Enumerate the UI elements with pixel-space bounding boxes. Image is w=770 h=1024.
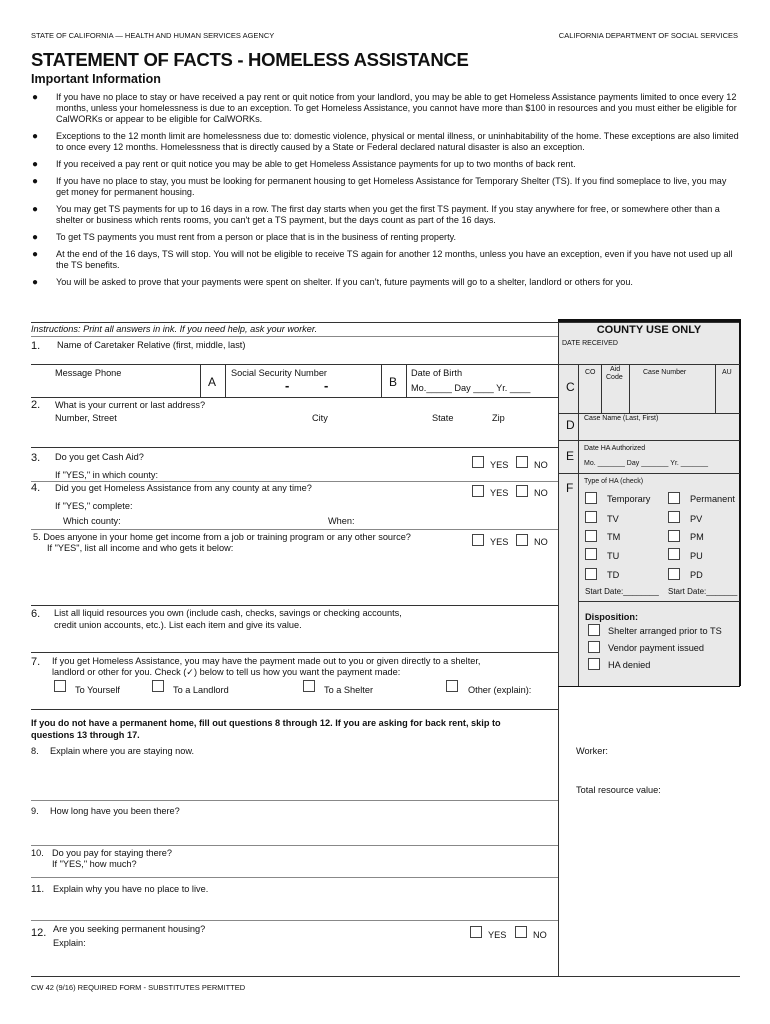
td-label: TD [607,570,620,580]
q6-label: List all liquid resources you own (include cash, checks, savings or checking accounts, [54,608,402,618]
q5-yes-checkbox[interactable] [472,534,484,546]
rule [406,364,407,397]
address-field[interactable] [55,425,550,445]
q7-label: If you get Homeless Assistance, you may have the payment made out to you or given directly to a shelter, [52,656,481,666]
worker-label: Worker: [576,746,608,756]
perm-start-date-field[interactable]: Start Date:_______ [668,587,738,596]
temp-start-date-field[interactable]: Start Date:________ [585,587,659,596]
ssn-field[interactable] [231,380,376,394]
caretaker-name-field[interactable] [57,352,552,364]
rule [200,364,201,397]
message-phone-label: Message Phone [55,368,122,378]
rule [381,364,382,397]
q7-label: landlord or other for you. Check (✓) below to tell us how you want the payment made: [52,667,401,677]
bullet-icon: ● [32,232,39,243]
au-label: AU [722,369,732,376]
permanent-housing-explain-field[interactable] [95,940,550,970]
bullet-icon: ● [32,277,39,288]
county-right-rule [739,319,741,686]
rule [578,601,740,602]
message-phone-field[interactable] [55,380,198,394]
pay-other-label: Other (explain): [468,685,532,695]
info-bullet: ● If you received a pay rent or quit notice you may be able to get Homeless Assistance payments for up to two months of back rent. [32,159,576,170]
yes-label: YES [490,460,509,470]
resources-field[interactable] [54,633,550,649]
box-letter-c: C [566,380,575,394]
form-footer: CW 42 (9/16) REQUIRED FORM - SUBSTITUTES PERMITTED [31,983,246,992]
yes-label: YES [490,537,509,547]
date-ha-fields[interactable]: Mo. _______ Day _______ Yr. _______ [584,460,709,467]
when-label[interactable]: When: [328,516,355,526]
permanent-checkbox[interactable] [668,492,680,504]
info-bullet: ● You may get TS payments for up to 16 days in a row. The first day starts when you get the first TS payment. If you stay anywhere for free, or somewhere other than a shelter or business which rents rooms, you can't get a TS payment, but the days count as part of the 16 days. [32,204,720,225]
rule [225,364,226,397]
q3-no-checkbox[interactable] [516,456,528,468]
q1-number: 1. [31,340,41,352]
which-county-label[interactable]: Which county: [63,516,121,526]
pv-label: PV [690,514,703,524]
form-column-divider [558,322,559,976]
q3-label: Do you get Cash Aid? [55,452,144,462]
ha-denied-checkbox[interactable] [588,658,600,670]
pu-label: PU [690,551,703,561]
permanent-label: Permanent [690,494,735,504]
disposition-label: Disposition: [585,612,639,622]
q12-no-checkbox[interactable] [515,926,527,938]
q10-sub-label: If "YES," how much? [52,859,137,869]
pay-to-yourself-checkbox[interactable] [54,680,66,692]
q5-label: 5. Does anyone in your home get income from a job or training program or any other source? [33,532,411,542]
rule [715,364,716,413]
bullet-icon: ● [32,249,39,260]
state-label: State [432,413,454,423]
dob-label: Date of Birth [411,368,463,378]
pv-checkbox[interactable] [668,511,680,523]
tu-label: TU [607,551,620,561]
rule [31,481,558,482]
no-label: NO [534,537,548,547]
q4-yes-checkbox[interactable] [472,485,484,497]
box-letter-e: E [566,449,575,463]
case-name-label: Case Name (Last, First) [584,415,659,422]
zip-label: Zip [492,413,505,423]
pay-other-checkbox[interactable] [446,680,458,692]
rule [31,800,558,801]
info-bullet: ● You will be asked to prove that your payments were spent on shelter. If you can’t, future payments will go to a shelter, landlord or others for you. [32,277,633,288]
important-info-list [31,92,740,294]
q4-label: Did you get Homeless Assistance from any county at any time? [55,483,312,493]
aid-code-label: Code [606,374,623,381]
no-label: NO [533,930,547,940]
q1-label: Name of Caretaker Relative (first, middle, last) [57,340,246,350]
q5-sub-label: If "YES", list all income and who gets it below: [47,543,234,553]
section-note: If you do not have a permanent home, fill out questions 8 through 12. If you are asking for back rent, skip to [31,718,501,728]
total-resource-label: Total resource value: [576,785,661,795]
q12-number: 12. [31,927,47,939]
rule [31,709,558,710]
vendor-payment-checkbox[interactable] [588,641,600,653]
bullet-icon: ● [32,159,39,170]
q2-label: What is your current or last address? [55,400,206,410]
q10-number: 10. [31,848,44,858]
street-label: Number, Street [55,413,117,423]
pm-checkbox[interactable] [668,530,680,542]
aid-code-label: Aid [610,366,621,373]
shelter-arranged-checkbox[interactable] [588,624,600,636]
q6-number: 6. [31,608,41,620]
box-letter-b: B [389,375,398,389]
ha-denied-label: HA denied [608,660,651,670]
rule [31,529,558,530]
info-bullet: ● To get TS payments you must rent from a person or place that is in the business of renting property. [32,232,456,243]
section-note: questions 13 through 17. [31,730,140,740]
no-label: NO [534,488,548,498]
q3-sub-label: If "YES," in which county: [55,470,159,480]
ssn-dash: - [324,378,329,393]
box-letter-a: A [208,375,217,389]
how-long-field[interactable] [50,818,550,842]
q12-label: Are you seeking permanent housing? [53,924,206,934]
rule [31,845,558,846]
pay-to-yourself-label: To Yourself [75,685,120,695]
yes-label: YES [488,930,507,940]
pay-to-shelter-checkbox[interactable] [303,680,315,692]
staying-now-field[interactable] [50,759,550,797]
tv-checkbox[interactable] [585,511,597,523]
q10-label: Do you pay for staying there? [52,848,173,858]
pu-checkbox[interactable] [668,548,680,560]
department-header: CALIFORNIA DEPARTMENT OF SOCIAL SERVICES [558,31,738,40]
city-label: City [312,413,328,423]
bullet-icon: ● [32,204,39,215]
date-received-label: DATE RECEIVED [562,340,618,347]
form-bottom-rule [31,976,740,977]
q5-no-checkbox[interactable] [516,534,528,546]
q3-number: 3. [31,452,41,464]
form-title: STATEMENT OF FACTS - HOMELESS ASSISTANCE [31,49,469,70]
rule [31,652,558,653]
rule [31,447,558,448]
case-number-label: Case Number [643,369,687,376]
form-top-rule [31,322,740,323]
q9-number: 9. [31,806,39,816]
county-use-title: COUNTY USE ONLY [596,324,702,336]
bullet-icon: ● [32,176,39,187]
county-top-rule [558,319,740,322]
no-place-reason-field[interactable] [53,896,550,918]
rule [629,364,630,413]
pd-label: PD [690,570,703,580]
bullet-icon: ● [32,92,39,103]
q12-yes-checkbox[interactable] [470,926,482,938]
q7-number: 7. [31,656,41,668]
tm-label: TM [607,532,621,542]
q6-label: credit union accounts, etc.). List each item and give its value. [54,620,302,630]
rule [31,364,740,365]
info-bullet: ● Exceptions to the 12 month limit are homelessness due to: domestic violence, physical or mental illness, or uninhabitability of the home. These exceptions are also limited to once every 12 months. Homelessness that is directly caused by a State or Federal declared natural disaster is also an exception. [32,131,739,152]
temporary-checkbox[interactable] [585,492,597,504]
info-bullet: ● If you have no place to stay or have received a pay rent or quit notice from your landlord, you may be able to get Homeless Assistance payments limited to once every 12 months, unless your homelessness is due to an exception. To get Homeless Assistance, you cannot have more than $100 in resources and you must either be eligible for CalWORKs or appear to be eligible for CalWORKs. [32,92,737,124]
q3-yes-checkbox[interactable] [472,456,484,468]
no-label: NO [534,460,548,470]
q12-sub-label: Explain: [53,938,86,948]
vendor-payment-label: Vendor payment issued [608,643,705,653]
tu-checkbox[interactable] [585,548,597,560]
tv-label: TV [607,514,619,524]
rule [558,440,740,441]
q4-no-checkbox[interactable] [516,485,528,497]
section-title: Important Information [31,72,161,86]
agency-header: STATE OF CALIFORNIA — HEALTH AND HUMAN SERVICES AGENCY [31,31,275,40]
rule [31,877,558,878]
rule [558,473,740,474]
q11-label: Explain why you have no place to live. [53,884,209,894]
box-letter-f: F [566,481,574,495]
rule [31,605,558,606]
shelter-arranged-label: Shelter arranged prior to TS [608,626,722,636]
tm-checkbox[interactable] [585,530,597,542]
rule [601,364,602,413]
q2-number: 2. [31,399,41,411]
pm-label: PM [690,532,704,542]
info-bullet: ● If you have no place to stay, you must be looking for permanent housing to get Homeless Assistance for Temporary Shelter (TS). If you find someplace to live, you may get money for permanent housing. [32,176,727,197]
ssn-label: Social Security Number [231,368,327,378]
q4-number: 4. [31,482,41,494]
rule [31,336,558,337]
pd-checkbox[interactable] [668,568,680,580]
q11-number: 11. [31,884,45,895]
ssn-dash: - [285,378,290,393]
q9-label: How long have you been there? [50,806,180,816]
rule [558,686,740,687]
td-checkbox[interactable] [585,568,597,580]
info-bullet: ● At the end of the 16 days, TS will stop. You will not be eligible to receive TS again for another 12 months, unless you have an exception, even if you have not used up all the TS benefits. [32,249,733,270]
yes-label: YES [490,488,509,498]
date-ha-label: Date HA Authorized [584,445,646,452]
co-label: CO [585,369,596,376]
q4-sub-label: If "YES," complete: [55,501,133,511]
pay-to-shelter-label: To a Shelter [324,685,374,695]
type-ha-label: Type of HA (check) [584,478,644,485]
box-letter-d: D [566,418,575,432]
q8-label: Explain where you are staying now. [50,746,195,756]
instructions: Instructions: Print all answers in ink. If you need help, ask your worker. [31,324,318,334]
rent-amount-field[interactable] [150,858,550,872]
income-field[interactable] [47,556,550,604]
rule [31,920,558,921]
rule [558,413,740,414]
rule [31,397,558,398]
dob-fields[interactable]: Mo._____ Day ____ Yr. ____ [411,383,531,393]
bullet-icon: ● [32,131,39,142]
q8-number: 8. [31,746,39,756]
pay-to-landlord-label: To a Landlord [173,685,229,695]
temporary-label: Temporary [607,494,651,504]
pay-to-landlord-checkbox[interactable] [152,680,164,692]
